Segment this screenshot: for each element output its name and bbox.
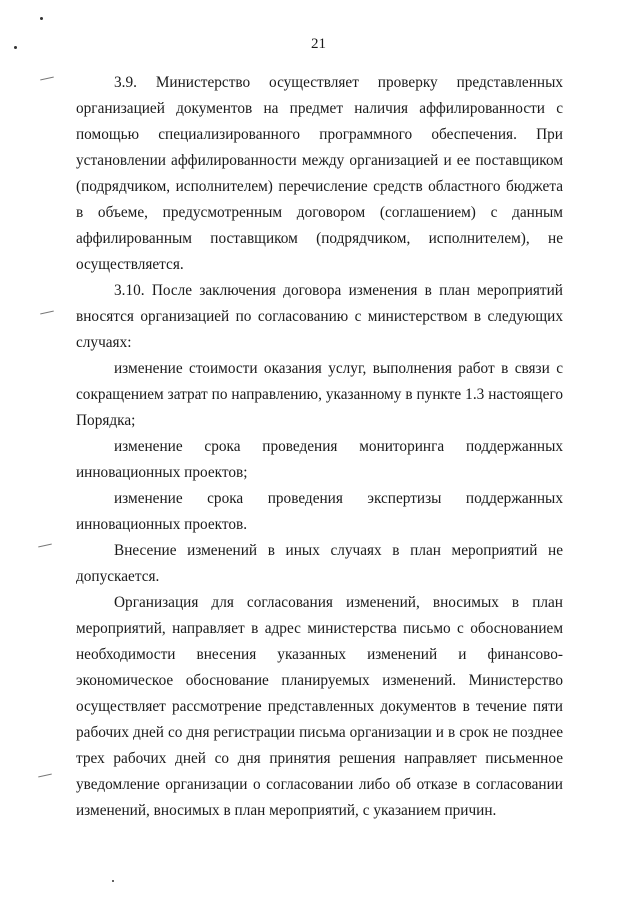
- paragraph-3-9: 3.9. Министерство осуществляет проверку представленных организацией документов на предмет наличия аффилированности с помощью специализированного программного обеспечения. При установлении аффилированности между организацией и ее поставщиком (подрядчиком, исполнителем) перечисление средств областного бюджета в объеме, предусмотренным договором (соглашением) с данным аффилированным поставщиком (подрядчиком, исполнителем), не осуществляется.: [76, 74, 563, 273]
- paragraph-other-cases: Внесение изменений в иных случаях в план мероприятий не допускается.: [76, 542, 563, 585]
- page-number: 21: [311, 36, 326, 52]
- scan-speck: [40, 17, 43, 20]
- scan-speck: [38, 544, 52, 548]
- scan-speck: [38, 774, 52, 778]
- scan-speck: [112, 880, 114, 882]
- list-item-expertise-term: изменение срока проведения экспертизы поддержанных инновационных проектов.: [76, 490, 563, 533]
- scan-speck: [40, 77, 54, 81]
- document-body: [76, 70, 563, 824]
- scan-speck: [40, 311, 54, 315]
- scan-speck: [14, 46, 17, 49]
- list-item-monitoring-term: изменение срока проведения мониторинга поддержанных инновационных проектов;: [76, 438, 563, 481]
- list-item-cost-change: изменение стоимости оказания услуг, выполнения работ в связи с сокращением затрат по направлению, указанному в пункте 1.3 настоящего Порядка;: [76, 360, 563, 429]
- paragraph-3-10: 3.10. После заключения договора изменения в план мероприятий вносятся организацией по согласованию с министерством в следующих случаях:: [76, 282, 563, 351]
- paragraph-approval-procedure: Организация для согласования изменений, вносимых в план мероприятий, направляет в адрес министерства письмо с обоснованием необходимости внесения указанных изменений и финансово-экономическое обоснование планируемых изменений. Министерство осуществляет рассмотрение представленных документов в течение пяти рабочих дней со дня регистрации письма организации и в срок не позднее трех рабочих дней со дня принятия решения направляет письменное уведомление организации о согласовании либо об отказе в согласовании изменений, вносимых в план мероприятий, с указанием причин.: [76, 594, 563, 819]
